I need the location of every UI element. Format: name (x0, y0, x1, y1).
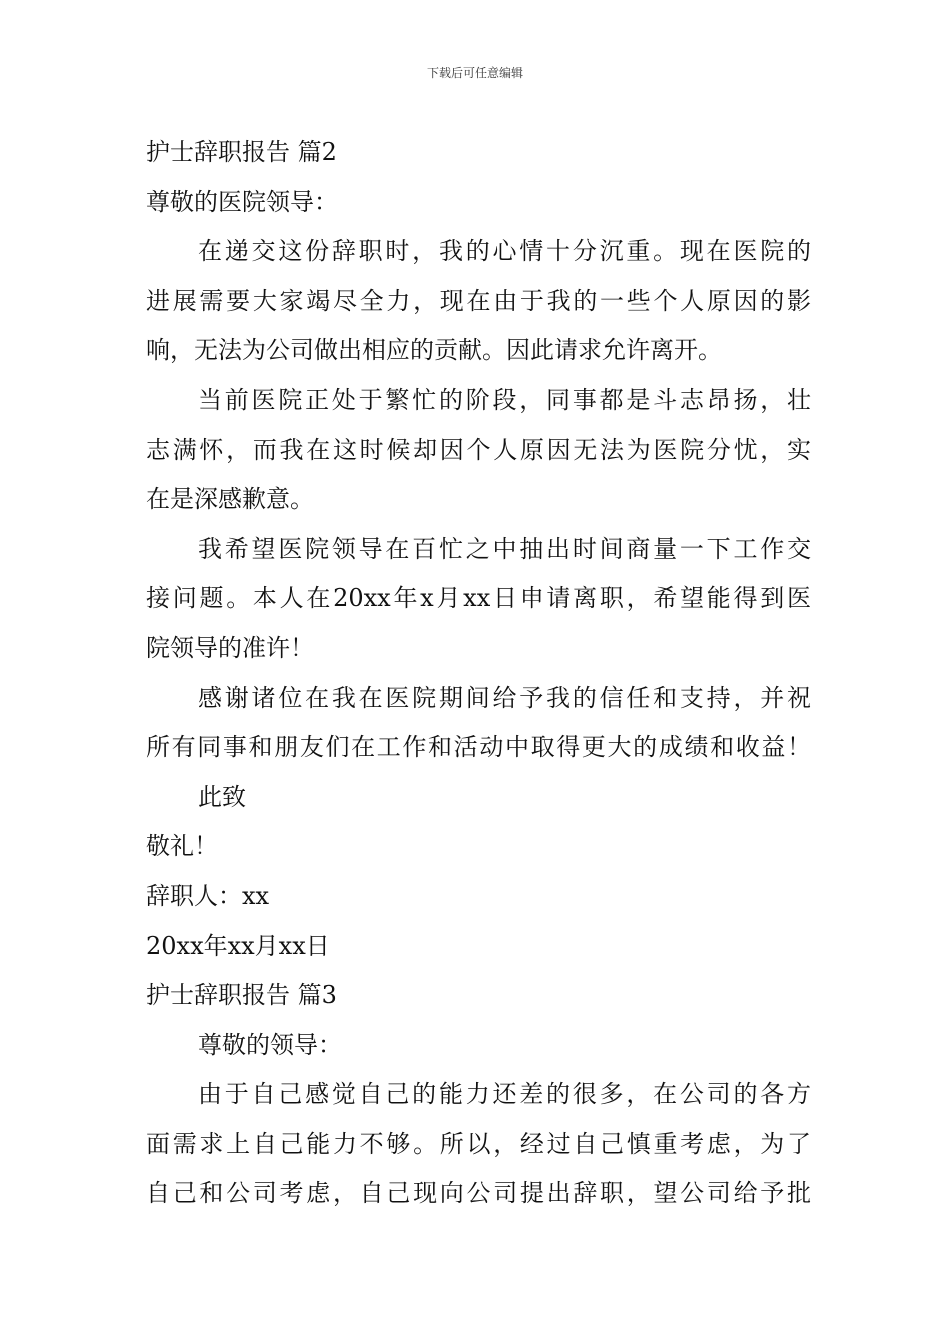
paragraph-line: 当前医院正处于繁忙的阶段，同事都是斗志昂扬，壮 (198, 385, 811, 414)
paragraph-line: 志满怀，而我在这时候却因个人原因无法为医院分忧，实 (146, 435, 811, 464)
closing-line: 此致 (198, 782, 246, 811)
paragraph-line: 感谢诸位在我在医院期间给予我的信任和支持，并祝 (198, 683, 811, 712)
paragraph-line: 在是深感歉意。 (146, 485, 314, 514)
paragraph-line: 我希望医院领导在百忙之中抽出时间商量一下工作交 (198, 534, 811, 563)
page-header-note: 下载后可任意编辑 (426, 66, 523, 80)
paragraph-line: 进展需要大家竭尽全力，现在由于我的一些个人原因的影 (146, 286, 811, 315)
paragraph-line: 所有同事和朋友们在工作和活动中取得更大的成绩和收益！ (146, 733, 811, 762)
section-title-2: 护士辞职报告 篇2 (146, 138, 337, 166)
salutation: 尊敬的领导： (198, 1030, 342, 1059)
document-body (146, 128, 811, 1219)
paragraph-line: 由于自己感觉自己的能力还差的很多，在公司的各方 (198, 1080, 811, 1109)
paragraph-line: 院领导的准许！ (146, 633, 314, 662)
paragraph-line: 面需求上自己能力不够。所以，经过自己慎重考虑，为了 (146, 1129, 811, 1158)
paragraph-line: 接问题。本人在20xx年x月xx日申请离职，希望能得到医 (146, 584, 811, 613)
paragraph-line: 响，无法为公司做出相应的贡献。因此请求允许离开。 (146, 336, 722, 365)
salutation: 尊敬的医院领导： (146, 187, 338, 216)
date-line: 20xx年xx月xx日 (146, 931, 330, 960)
paragraph-line: 在递交这份辞职时，我的心情十分沉重。现在医院的 (198, 237, 811, 266)
closing-regards: 敬礼！ (146, 832, 218, 861)
signer-line: 辞职人：xx (146, 881, 270, 910)
section-title-3: 护士辞职报告 篇3 (146, 981, 337, 1010)
paragraph-line: 自己和公司考虑，自己现向公司提出辞职，望公司给予批 (146, 1179, 811, 1208)
